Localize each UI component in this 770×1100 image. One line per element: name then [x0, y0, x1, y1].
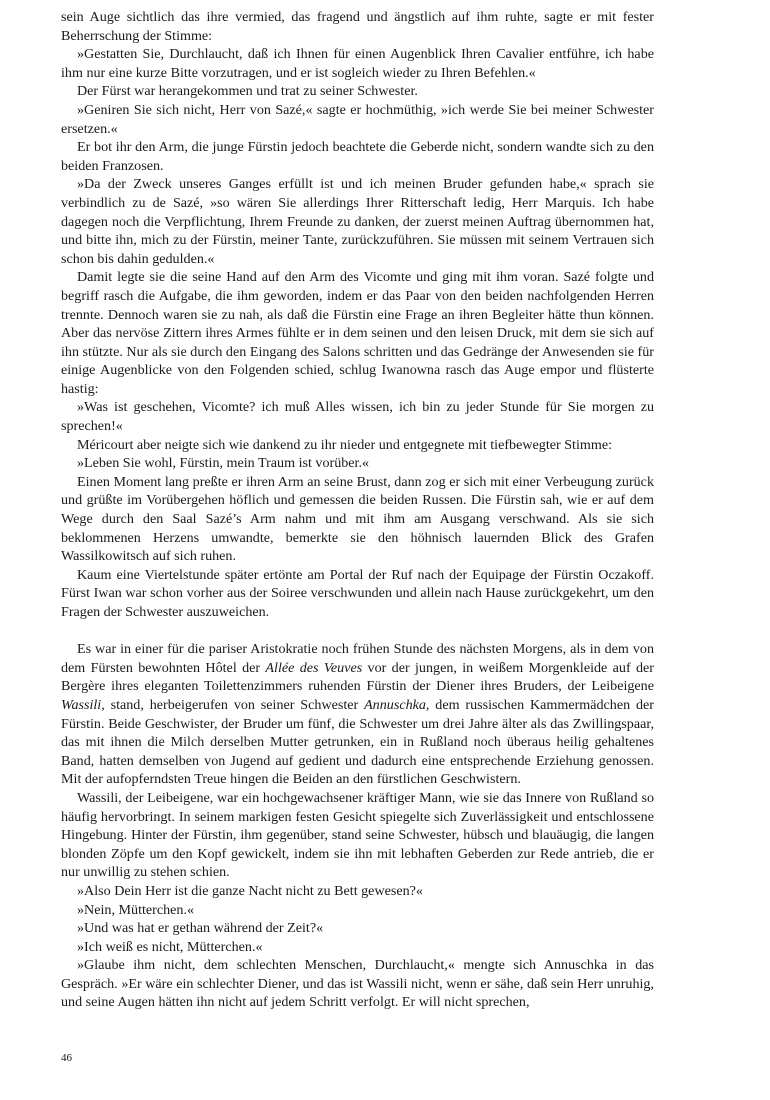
- paragraph: »Also Dein Herr ist die ganze Nacht nicht zu Bett gewesen?«: [77, 882, 423, 899]
- paragraph: Wassili, der Leibeigene, war ein hochgewachsener kräftiger Mann, wie sie das Innere von Rußland so häufig hervorbringt. In seinem markigen festen Gesicht spiegelte sich Zuverlässigkeit und entschlossene Hingebung. Hinter der Fürstin, ihm gegenüber, stand seine Schwester, hübsch und blauäugig, die langen blonden Zöpfe um den Kopf gewickelt, indem sie ihn mit lebhaften Geberden zur Rede antrieb, die er nur unwillig zu stehen schien.: [61, 789, 654, 881]
- paragraph: »Was ist geschehen, Vicomte? ich muß Alles wissen, ich bin zu jeder Stunde für Sie morgen zu sprechen!«: [61, 399, 654, 435]
- paragraph: »Gestatten Sie, Durchlaucht, daß ich Ihnen für einen Augenblick Ihren Cavalier entführe, ich habe ihm nur eine kurze Bitte vorzutragen, und er ist sogleich wieder zu Ihren Befehlen.«: [61, 46, 654, 81]
- paragraph: »Geniren Sie sich nicht, Herr von Sazé,« sagte er hochmüthig, »ich werde Sie bei meiner Schwester ersetzen.«: [61, 101, 654, 137]
- paragraph: »Ich weiß es nicht, Mütterchen.«: [77, 938, 263, 955]
- paragraph: Damit legte sie die seine Hand auf den Arm des Vicomte und ging mit ihm voran. Sazé folgte und begriff rasch die Aufgabe, die ihm geworden, indem er das Paar von den beiden nachfolgenden Herren trennte. Dennoch waren sie zu nah, als daß die Fürstin eine Frage an ihren Begleiter hätte thun können. Aber das nervöse Zittern ihres Armes fühlte er in dem seinen und den leisen Druck, mit dem sie sich auf ihn stützte. Nur als sie durch den Eingang des Salons schritten und das Gedränge der Anwesenden sie für einige Augenblicke von den Folgenden schied, schlug Iwanowna rasch das Auge empor und flüsterte hastig:: [61, 269, 654, 397]
- paragraph: »Leben Sie wohl, Fürstin, mein Traum ist vorüber.«: [77, 455, 370, 472]
- paragraph: sein Auge sichtlich das ihre vermied, das fragend und ängstlich auf ihm ruhte, sagte er mit fester Beherrschung der Stimme:: [61, 9, 654, 44]
- paragraph: Einen Moment lang preßte er ihren Arm an seine Brust, dann zog er sich mit einer Verbeugung zurück und grüßte im Vorübergehen höflich und gemessen die beiden Russen. Die Fürstin sah, wie er auf dem Wege durch den Saal Sazé’s Arm nahm und mit ihm am Ausgang verschwand. Als sie sich beklommenen Herzens umwandte, bemerkte sie den höhnisch lauernden Blick des Grafen Wassilkowitsch auf sich ruhen.: [61, 473, 654, 565]
- text-page: [61, 8, 654, 1012]
- paragraph: »Nein, Mütterchen.«: [77, 901, 195, 918]
- paragraph: Méricourt aber neigte sich wie dankend zu ihr nieder und entgegnete mit tiefbewegter Stimme:: [77, 436, 612, 453]
- paragraph: Kaum eine Viertelstunde später ertönte am Portal der Ruf nach der Equipage der Fürstin Oczakoff. Fürst Iwan war schon vorher aus der Soiree verschwunden und allein nach Hause zurückgekehrt, um den Fragen der Schwester auszuweichen.: [61, 566, 654, 620]
- paragraph: Es war in einer für die pariser Aristokratie noch frühen Stunde des nächsten Morgens, als in dem von dem Fürsten bewohnten Hôtel der Allée des Veuves vor der jungen, in weißem Morgenkleide auf der Bergère ihres eleganten Toilettenzimmers ruhenden Fürstin der Diener ihres Bruders, der Leibeigene Wassili, stand, herbeigerufen von seiner Schwester Annuschka, dem russischen Kammermädchen der Fürstin. Beide Geschwister, der Bruder um fünf, die Schwester um drei Jahre älter als das Zwillingspaar, das mit ihnen die Milch derselben Mutter getrunken, ein in Rußland noch überaus heilig gehaltenes Band, hatten demselben von Jugend auf gedient und dadurch eine entsprechende Erziehung genossen. Mit der aufopferndsten Treue hingen die Beiden an den fürstlichen Geschwistern.: [61, 641, 654, 788]
- page-number: 46: [61, 1052, 72, 1064]
- paragraph: »Da der Zweck unseres Ganges erfüllt ist und ich meinen Bruder gefunden habe,« sprach sie verbindlich zu de Sazé, »so wären Sie allerdings Ihrer Ritterschaft ledig, Herr Marquis. Ich habe dagegen noch die Verpflichtung, Ihrem Freunde zu danken, der zuerst meinen Auftrag übernommen hat, und bitte ihn, mich zu der Fürstin, meiner Tante, zurückzuführen. Sie müssen mit seinem Vertrauen sich schon bis dahin gedulden.«: [61, 176, 654, 267]
- paragraph: »Und was hat er gethan während der Zeit?«: [77, 920, 324, 937]
- paragraph: »Glaube ihm nicht, dem schlechten Menschen, Durchlaucht,« mengte sich Annuschka in das Gespräch. »Er wäre ein schlechter Diener, und das ist Wassili nicht, wenn er sähe, daß sein Herr unruhig, und seine Augen hätten ihn nicht auf jedem Schritt verfolgt. Er will nicht sprechen,: [61, 957, 654, 1011]
- paragraph: Der Fürst war herangekommen und trat zu seiner Schwester.: [77, 83, 418, 100]
- paragraph: Er bot ihr den Arm, die junge Fürstin jedoch beachtete die Geberde nicht, sondern wandte sich zu den beiden Franzosen.: [61, 139, 654, 174]
